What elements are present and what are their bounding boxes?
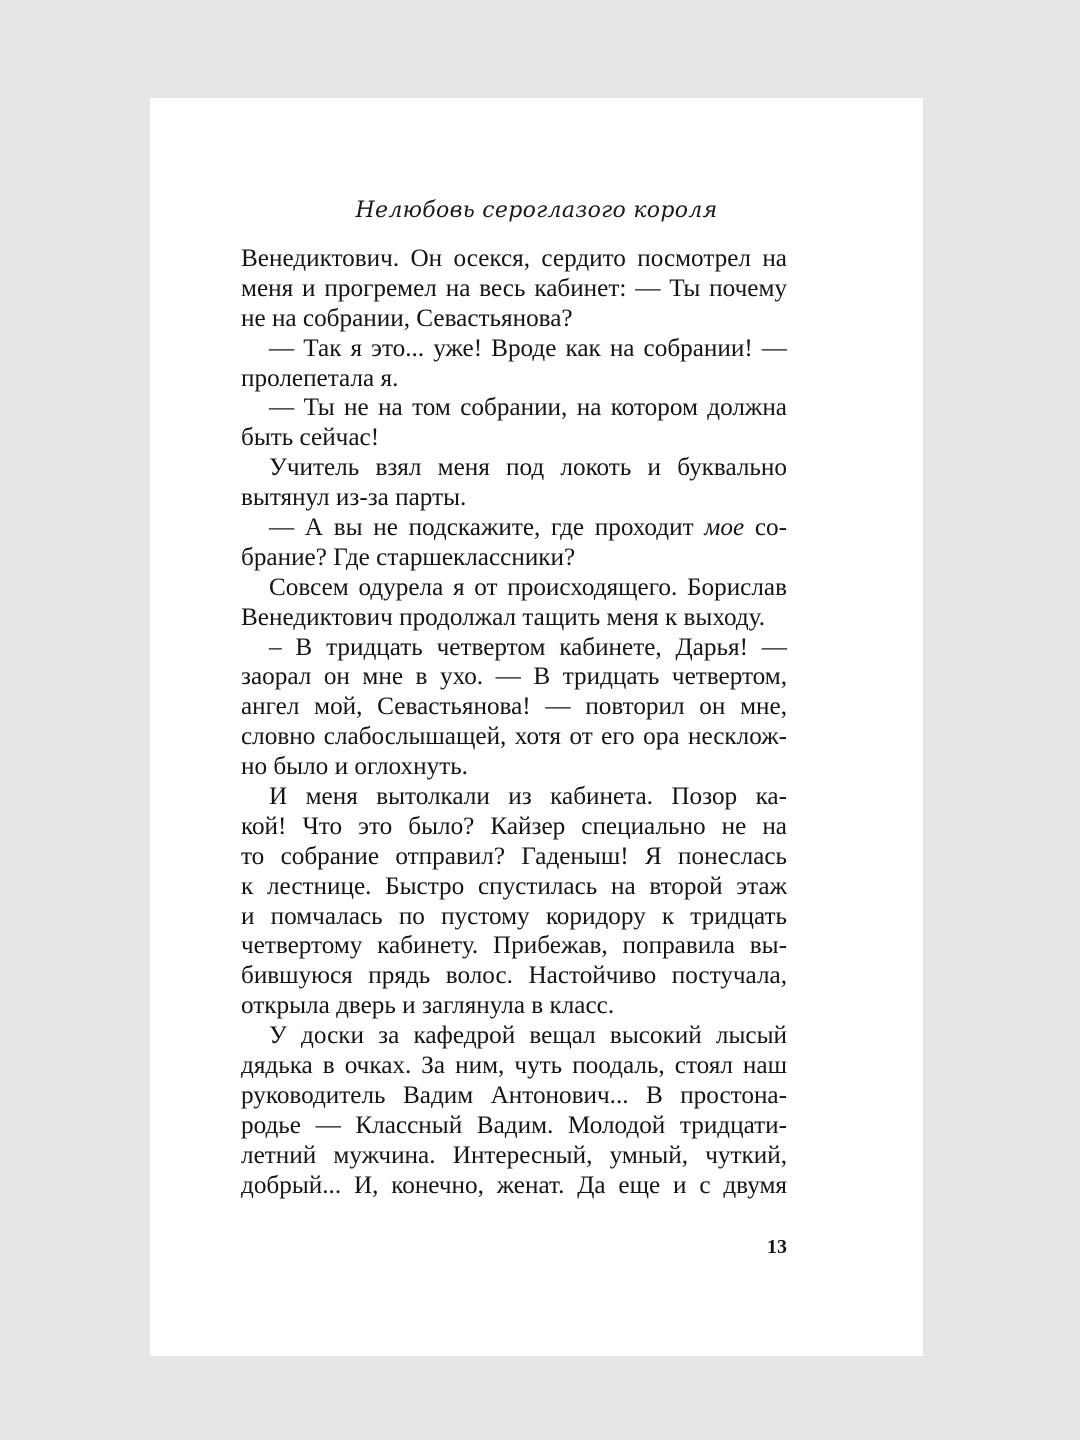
text-line: Учитель взял меня под локоть и буквально: [269, 454, 787, 482]
text-line: летний мужчина. Интересный, умный, чуткий,: [241, 1141, 787, 1169]
text-line: – В тридцать четвертом кабинете, Дарья! —: [269, 633, 787, 661]
text-line: добрый... И, конечно, женат. Да еще и с двумя: [241, 1171, 787, 1199]
text-line: родье — Классный Вадим. Молодой тридцати-: [241, 1111, 787, 1139]
text-line: дядька в очках. За ним, чуть поодаль, стоял наш: [241, 1052, 787, 1080]
text-segment: — А вы не подскажите, где проходит: [269, 514, 694, 542]
page-number: 13: [767, 1236, 787, 1258]
text-line: заорал он мне в ухо. — В тридцать четвертом,: [241, 663, 787, 691]
text-line: ангел мой, Севастьянова! — повторил он мне,: [241, 693, 787, 721]
text-line: четвертому кабинету. Прибежав, поправила вы-: [241, 932, 787, 960]
text-line: — Так я это... уже! Вроде как на собрании! —: [269, 334, 787, 362]
text-segment: со-: [754, 514, 788, 542]
text-line: И меня вытолкали из кабинета. Позор ка-: [269, 783, 787, 811]
text-line: но было и оглохнуть.: [241, 753, 468, 781]
text-line: Венедиктович продолжал тащить меня к выходу.: [241, 603, 766, 631]
text-line: бившуюся прядь волос. Настойчиво постучала,: [241, 962, 787, 990]
text-line: быть сейчас!: [241, 424, 380, 452]
text-line: к лестнице. Быстро спустилась на второй этаж: [241, 872, 787, 900]
text-line: руководитель Вадим Антонович... В простона-: [241, 1081, 787, 1109]
text-line: [241, 513, 787, 543]
text-line: кой! Что это было? Кайзер специально не на: [241, 812, 787, 840]
book-page: [150, 98, 923, 1356]
text-line: меня и прогремел на весь кабинет: — Ты почему: [241, 274, 787, 302]
body-text: [241, 244, 787, 1201]
text-line: открыла дверь и заглянула в класс.: [241, 992, 615, 1020]
text-line: Совсем одурела я от происходящего. Борислав: [269, 573, 787, 601]
text-line: — Ты не на том собрании, на котором должна: [269, 394, 787, 422]
running-title: Нелюбовь сероглазого короля: [355, 198, 718, 223]
text-line: то собрание отправил? Гаденыш! Я понеслась: [241, 842, 787, 870]
text-line: пролепетала я.: [241, 364, 399, 392]
text-line: Венедиктович. Он осекся, сердито посмотрел на: [241, 245, 787, 272]
text-line: не на собрании, Севастьянова?: [241, 304, 573, 332]
text-line: словно слабослышащей, хотя от его ора несклож-: [241, 723, 787, 751]
emphasized-word: мое: [704, 514, 745, 542]
text-line: и помчалась по пустому коридору к тридцать: [241, 902, 787, 930]
text-line: вытянул из-за парты.: [241, 484, 467, 512]
text-line: У доски за кафедрой вещал высокий лысый: [269, 1022, 787, 1050]
text-line: брание? Где старшеклассники?: [241, 543, 576, 571]
